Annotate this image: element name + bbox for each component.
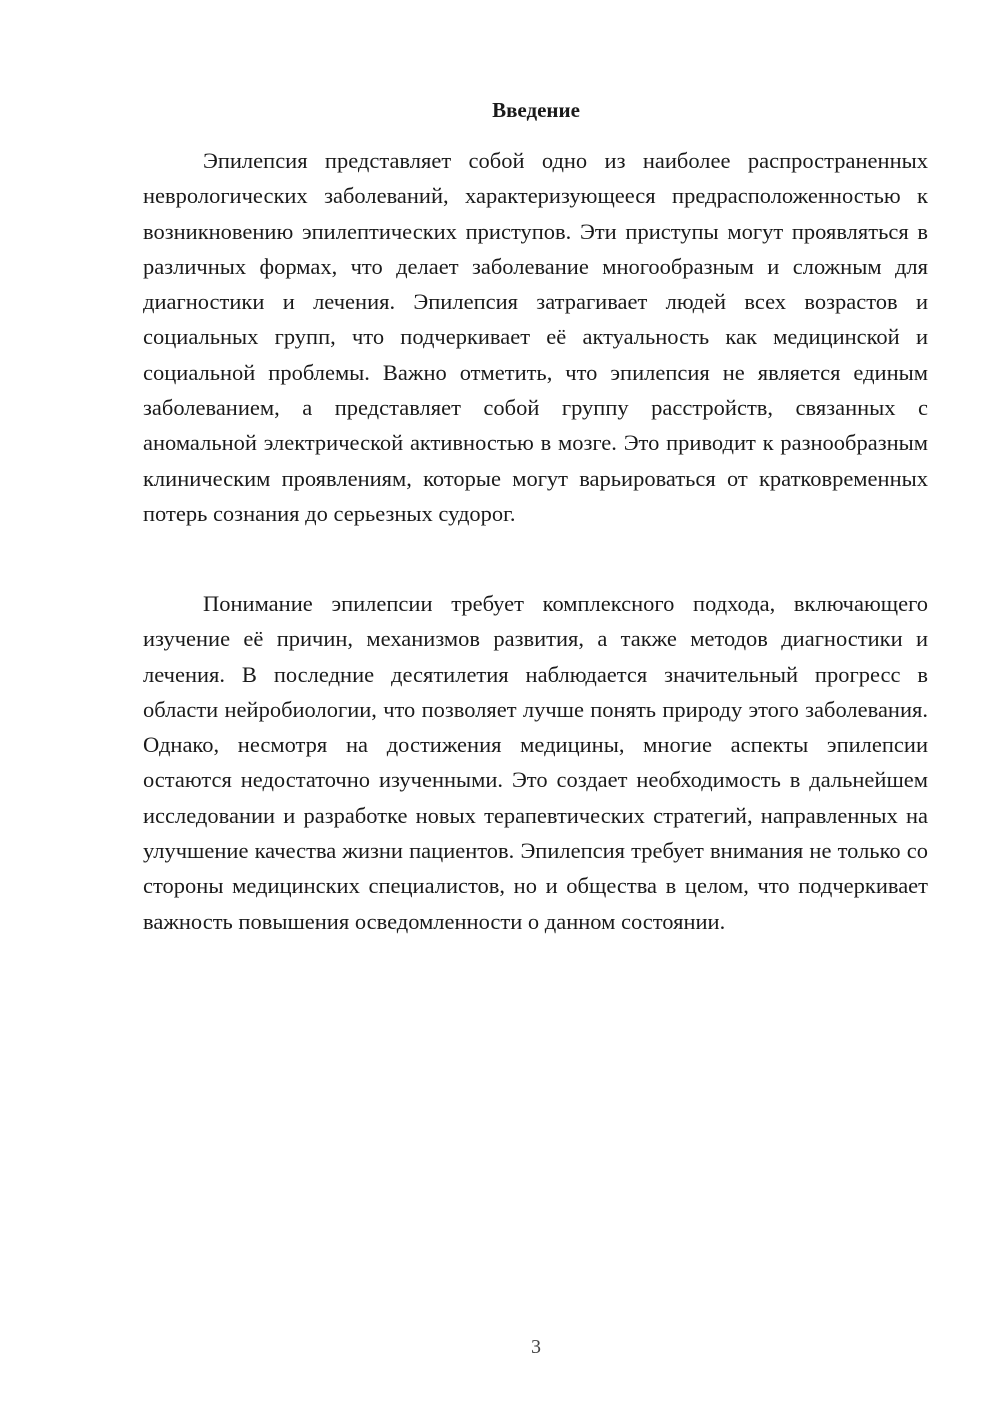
paragraph-2: Понимание эпилепсии требует комплексного подхода, включающего изучение её причин, механизмов развития, а также методов диагностики и лечения. В последние десятилетия наблюдается значительный прогресс в области нейробиологии, что позволяет лучше понять природу этого заболевания. Однако, несмотря на достижения медицины, многие аспекты эпилепсии остаются недостаточно изученными. Это создает необходимость в дальнейшем исследовании и разработке новых терапевтических стратегий, направленных на улучшение качества жизни пациентов. Эпилепсия требует внимания не только со стороны медицинских специалистов, но и общества в целом, что подчеркивает важность повышения осведомленности о данном состоянии. bbox=[143, 591, 928, 934]
section-heading: Введение bbox=[492, 98, 580, 122]
page-number: 3 bbox=[531, 1336, 541, 1358]
paragraph-1: Эпилепсия представляет собой одно из наиболее распространенных неврологических заболеваний, характеризующееся предрасположенностью к возникновению эпилептических приступов. Эти приступы могут проявляться в различных формах, что делает заболевание многообразным и сложным для диагностики и лечения. Эпилепсия затрагивает людей всех возрастов и социальных групп, что подчеркивает её актуальность как медицинской и социальной проблемы. Важно отметить, что эпилепсия не является единым заболеванием, а представляет собой группу расстройств, связанных с аномальной электрической активностью в мозге. Это приводит к разнообразным клиническим проявлениям, которые могут варьироваться от кратковременных потерь сознания до серьезных судорог. bbox=[143, 148, 928, 526]
